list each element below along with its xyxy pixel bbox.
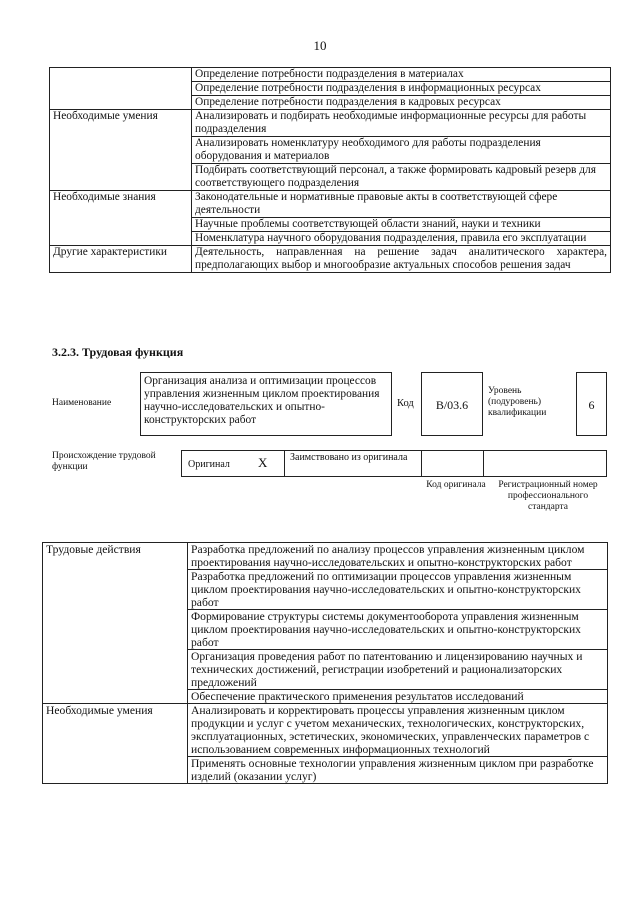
row-label-skills: Необходимые умения bbox=[50, 110, 192, 191]
row-label-knowledge: Необходимые знания bbox=[50, 191, 192, 246]
level-value-box: 6 bbox=[576, 372, 607, 436]
page-number: 10 bbox=[313, 38, 327, 53]
original-label: Оригинал bbox=[188, 459, 230, 470]
origin-divider bbox=[421, 450, 422, 477]
table-cell: Разработка предложений по анализу процессов управления жизненным циклом проектирования научно-исследовательских и опытно-конструкторских работ bbox=[188, 543, 608, 570]
table-cell: Обеспечение практического применения результатов исследований bbox=[188, 690, 608, 704]
table-cell: Законодательные и нормативные правовые акты в соответствующей сфере деятельности bbox=[192, 191, 611, 218]
row-label-skills: Необходимые умения bbox=[43, 704, 188, 784]
table-cell: Разработка предложений по оптимизации процессов управления жизненным циклом проектирования научно-исследовательских и опытно-конструкторских работ bbox=[188, 570, 608, 610]
table-cell: Организация проведения работ по патентованию и лицензированию научных и технических достижений, регистрации изобретений и рационализаторских предложений bbox=[188, 650, 608, 690]
name-label: Наименование bbox=[52, 398, 112, 408]
qualification-table-continued bbox=[49, 67, 611, 273]
table-cell: Деятельность, направленная на решение задач аналитического характера, предполагающих выбор и многообразие актуальных способов решения задач bbox=[192, 246, 611, 273]
table-row bbox=[50, 110, 611, 137]
table-row bbox=[50, 246, 611, 273]
origin-label: Происхождение трудовой функции bbox=[52, 451, 156, 472]
section-heading: 3.2.3. Трудовая функция bbox=[52, 345, 184, 359]
function-name-box: Организация анализа и оптимизации процессов управления жизненным циклом проектирования научно-исследовательских и опытно-конструкторских работ bbox=[140, 372, 392, 436]
table-cell: Подбирать соответствующий персонал, а также формировать кадровый резерв для соответствующего подразделения bbox=[192, 164, 611, 191]
labor-function-table bbox=[42, 542, 608, 784]
original-mark: X bbox=[258, 455, 268, 470]
table-cell: Анализировать и корректировать процессы управления жизненным циклом продукции и услуг с учетом механических, технологических, конструкторских, эксплуатационных, эстетических, экономических, управленческих параметров с использованием современных информационных технологий bbox=[188, 704, 608, 757]
level-label: Уровень (подуровень) квалификации bbox=[488, 386, 547, 418]
table-cell: Определение потребности подразделения в информационных ресурсах bbox=[192, 82, 611, 96]
table-row bbox=[43, 543, 608, 570]
table-cell: Номенклатура научного оборудования подразделения, правила его эксплуатации bbox=[192, 232, 611, 246]
registration-number-caption: Регистрационный номер профессионального стандарта bbox=[498, 480, 598, 512]
borrowed-label: Заимствовано из оригинала bbox=[290, 452, 408, 463]
table-cell: Научные проблемы соответствующей области знаний, науки и техники bbox=[192, 218, 611, 232]
table-row bbox=[50, 68, 611, 82]
origin-divider bbox=[284, 450, 285, 477]
table-cell: Применять основные технологии управления жизненным циклом при разработке изделий (оказании услуг) bbox=[188, 757, 608, 784]
table-cell: Формирование структуры системы документооборота управления жизненным циклом проектирования научно-исследовательских и опытно-конструкторских работ bbox=[188, 610, 608, 650]
table-cell: Определение потребности подразделения в материалах bbox=[192, 68, 611, 82]
code-label: Код bbox=[397, 398, 414, 409]
table-cell: Определение потребности подразделения в кадровых ресурсах bbox=[192, 96, 611, 110]
row-label-actions: Трудовые действия bbox=[43, 543, 188, 704]
origin-divider bbox=[483, 450, 484, 477]
row-label-other: Другие характеристики bbox=[50, 246, 192, 273]
row-label-empty bbox=[50, 68, 192, 110]
table-row bbox=[43, 704, 608, 757]
code-original-caption: Код оригинала bbox=[426, 480, 486, 490]
function-code-box: B/03.6 bbox=[421, 372, 483, 436]
table-cell: Анализировать номенклатуру необходимого для работы подразделения оборудования и материалов bbox=[192, 137, 611, 164]
table-row bbox=[50, 191, 611, 218]
table-cell: Анализировать и подбирать необходимые информационные ресурсы для работы подразделения bbox=[192, 110, 611, 137]
